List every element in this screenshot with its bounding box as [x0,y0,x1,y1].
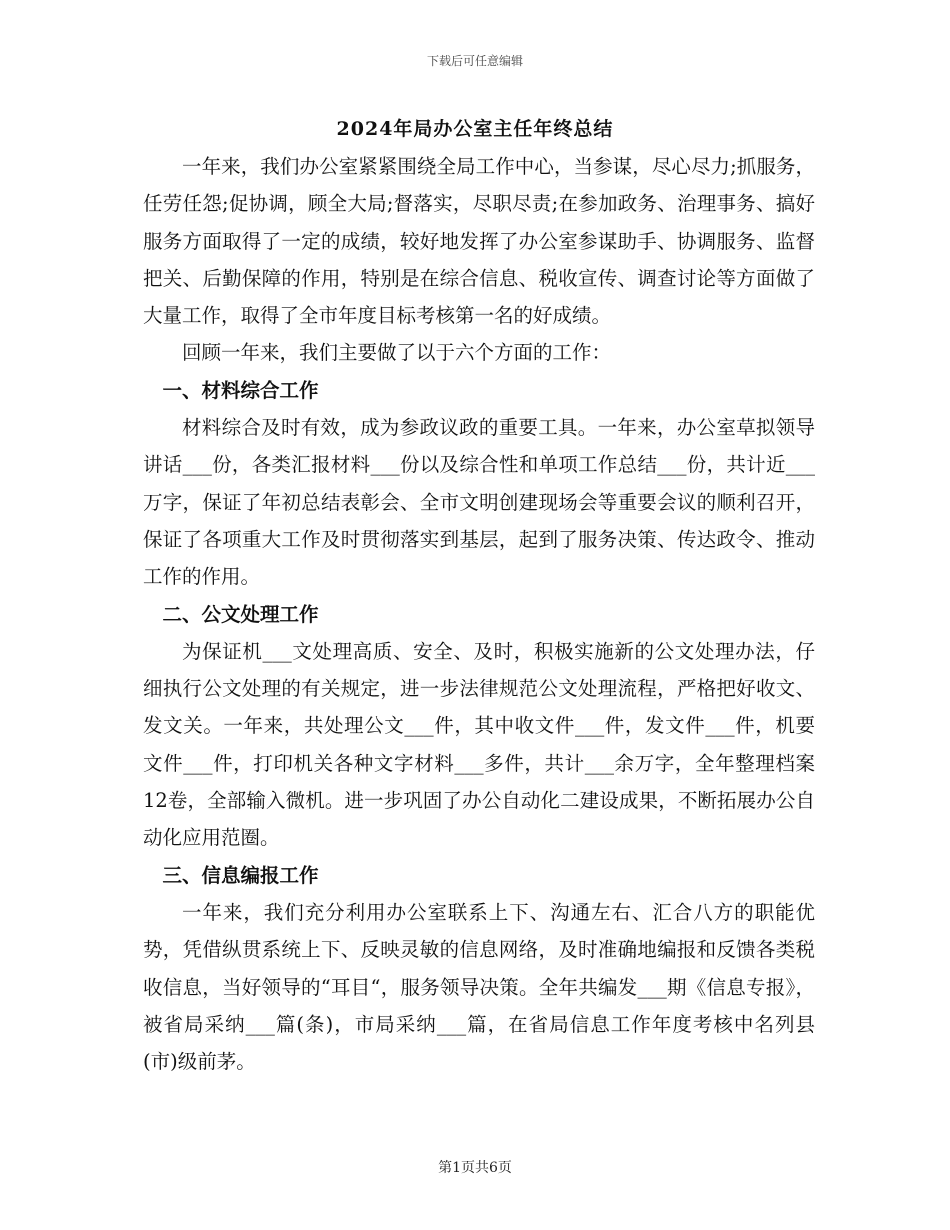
intro-paragraph: 一年来，我们办公室紧紧围绕全局工作中心，当参谋，尽心尽力;抓服务，任劳任怨;促协调，顾全大局;督落实，尽职尽责;在参加政务、治理事务、搞好服务方面取得了一定的成绩，较好地发挥了办公室参谋助手、协调服务、监督把关、后勤保障的作用，特别是在综合信息、税收宣传、调查讨论等方面做了大量工作，取得了全市年度目标考核第一名的好成绩。 [143,155,815,328]
page-indicator: 第1页共6页 [438,1160,512,1176]
document-body [143,148,815,1080]
header-note: 下载后可任意编辑 [426,54,523,68]
documents-paragraph: 为保证机___文处理高质、安全、及时，积极实施新的公文处理办法，仔细执行公文处理的有关规定，进一步法律规范公文处理流程，严格把好收文、发文关。一年来，共处理公文___件，其中收文件___件，发文件___件，机要文件___件，打印机关各种文字材料___多件，共计___余万字，全年整理档案12卷，全部输入微机。进一步巩固了办公自动化二建设成果，不断拓展办公自动化应用范圈。 [143,639,815,850]
section-heading-documents: 二、公文处理工作 [162,602,319,626]
materials-paragraph: 材料综合及时有效，成为参政议政的重要工具。一年来，办公室草拟领导讲话___份，各类汇报材料___份以及综合性和单项工作总结___份，共计近___万字，保证了年初总结表彰会、全市文明创建现场会等重要会议的顺利召开，保证了各项重大工作及时贯彻落实到基层，起到了服务决策、传达政令、推动工作的作用。 [143,416,815,589]
document-title: 2024年局办公室主任年终总结 [336,118,614,140]
section-heading-information: 三、信息编报工作 [162,863,319,887]
overview-paragraph: 回顾一年来，我们主要做了以于六个方面的工作： [182,341,612,365]
section-heading-materials: 一、材料综合工作 [162,378,319,402]
information-paragraph: 一年来，我们充分利用办公室联系上下、沟通左右、汇合八方的职能优势，凭借纵贯系统上下、反映灵敏的信息网络，及时准确地编报和反馈各类税收信息，当好领导的“耳目“，服务领导决策。全年共编发___期《信息专报》，被省局采纳___篇(条)，市局采纳___篇，在省局信息工作年度考核中名列县(市)级前茅。 [143,900,815,1074]
